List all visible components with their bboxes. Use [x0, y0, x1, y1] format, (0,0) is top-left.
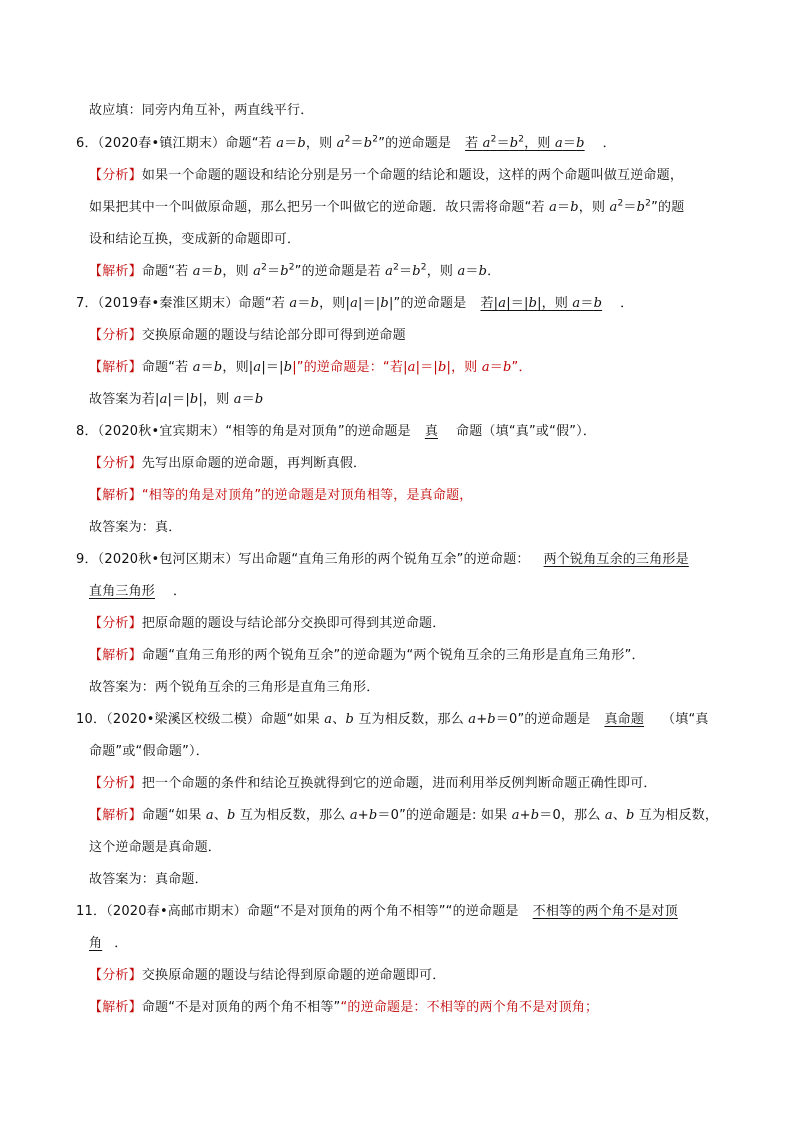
exponent: 2 — [288, 262, 295, 273]
question-source: （2020•梁溪区校级二模） — [106, 712, 261, 727]
text: |＝| — [261, 360, 284, 375]
text: ＝ — [267, 264, 281, 279]
var: a — [609, 200, 618, 215]
text: ＝0”的逆命题是: 如果 — [377, 808, 512, 823]
text: |，则 — [537, 296, 573, 311]
text: “的逆命题是：不相等的两个角不是对顶角； — [340, 1000, 599, 1015]
text: ＝ — [580, 296, 594, 311]
var: b — [213, 360, 223, 375]
exponent: 2 — [490, 134, 497, 145]
question-9-cont — [89, 582, 186, 602]
var: a — [407, 360, 416, 375]
text: ，则| — [319, 296, 351, 311]
q11-analysis — [89, 966, 445, 986]
question-number: 10． — [76, 712, 107, 727]
text: |，则 — [446, 360, 482, 375]
solution-tag: 【解析】 — [89, 360, 142, 375]
question-11 — [76, 902, 678, 922]
text: 命题”或“假命题”）． — [89, 744, 209, 759]
var: b — [283, 360, 293, 375]
text: 命题“不是对顶角的两个角不相等” — [141, 1000, 341, 1015]
var: a — [511, 808, 520, 823]
text: ＝ — [557, 200, 571, 215]
text: |＝| — [167, 392, 190, 407]
q9-solution — [89, 646, 645, 666]
text: 命题“若 — [141, 264, 193, 279]
var: a — [192, 360, 201, 375]
text: 写出命题“直角三角形的两个锐角互余”的逆命题： — [238, 552, 530, 567]
text: ． — [114, 936, 128, 951]
var: b — [528, 296, 538, 311]
text: 互为相反数，那么 — [353, 712, 469, 727]
q6-solution — [89, 262, 500, 282]
text: ． — [173, 584, 187, 599]
text: |，则 — [198, 392, 234, 407]
question-source: （2020秋•包河区期末） — [97, 552, 239, 567]
text: ，则 — [524, 136, 555, 151]
answer-blank: 两个锐角互余的三角形是 — [543, 552, 689, 567]
var: a — [192, 264, 201, 279]
var: b — [213, 264, 223, 279]
text: ＝ — [562, 136, 577, 151]
answer-blank: 直角三角形 — [89, 584, 156, 599]
var: a — [253, 360, 262, 375]
solution-tag: 【解析】 — [89, 648, 142, 663]
exponent: 2 — [420, 262, 427, 273]
text: ＝0”的逆命题是 — [495, 712, 591, 727]
answer-blank: 角 — [89, 936, 103, 951]
text: “相等的角是对顶角”的逆命题是对顶角相等，是真命题， — [141, 488, 473, 503]
var: a — [233, 392, 242, 407]
text: ＝ — [241, 392, 255, 407]
q8-final — [89, 518, 181, 538]
analysis-tag: 【分析】 — [89, 968, 142, 983]
q6-analysis-line-1 — [89, 166, 683, 186]
var: a — [604, 808, 613, 823]
exponent: 2 — [344, 134, 351, 145]
text: ”． — [511, 360, 532, 375]
solution-tag: 【解析】 — [89, 264, 142, 279]
var: b — [254, 392, 264, 407]
question-8 — [76, 422, 596, 442]
var: b — [570, 200, 579, 215]
text: 、 — [213, 808, 228, 823]
text: ＝ — [496, 136, 510, 151]
text: “相等的角是对顶角”的逆命题是 — [225, 424, 411, 439]
text: ＝ — [297, 296, 311, 311]
var: a — [385, 264, 394, 279]
q10-solution-cont — [89, 838, 221, 858]
var: b — [530, 808, 540, 823]
text: ＝ — [200, 264, 214, 279]
var: a — [549, 200, 558, 215]
text: ． — [602, 136, 616, 151]
var: b — [345, 712, 354, 727]
q9-analysis — [89, 614, 445, 634]
var: b — [280, 264, 289, 279]
question-number: 8． — [76, 424, 98, 439]
q9-final — [89, 678, 379, 698]
text: ，则 — [578, 200, 610, 215]
q10-solution — [89, 806, 718, 826]
question-source: （2019春•秦淮区期末） — [97, 296, 239, 311]
text: |＝| — [415, 360, 438, 375]
var: a — [276, 136, 285, 151]
question-number: 9． — [76, 552, 98, 567]
exponent: 2 — [261, 262, 267, 273]
var: b — [487, 712, 496, 727]
text: ＝ — [399, 264, 413, 279]
var: b — [297, 136, 306, 151]
text: |”的逆命题是 — [388, 296, 467, 311]
answer-blank: 真命题 — [604, 712, 645, 727]
question-number: 7． — [76, 296, 98, 311]
text: 故答案为：真命题． — [89, 872, 208, 887]
q7-solution — [89, 358, 532, 378]
text: ，则 — [305, 136, 337, 151]
analysis-tag: 【分析】 — [89, 616, 142, 631]
q8-solution — [89, 486, 472, 506]
question-6 — [76, 134, 616, 154]
text: （填“真 — [662, 712, 709, 727]
exponent: 2 — [518, 134, 525, 145]
var: b — [412, 264, 421, 279]
text: 命题“不是对顶角的两个角不相等”“的逆命题是 — [247, 904, 519, 919]
text: 如果一个命题的题设和结论分别是另一个命题的结论和题设，这样的两个命题叫做互逆命题， — [141, 168, 684, 183]
var: b — [576, 136, 585, 151]
text: ． — [487, 264, 501, 279]
q10-analysis — [89, 774, 657, 794]
text: + — [357, 808, 369, 823]
exponent: 2 — [617, 198, 624, 209]
text: ＝0，那么 — [539, 808, 605, 823]
var: b — [502, 360, 512, 375]
text: 这个逆命题是真命题． — [89, 840, 222, 855]
exponent: 2 — [372, 134, 379, 145]
var: a — [289, 296, 298, 311]
prev-final-answer — [89, 101, 313, 121]
solution-tag: 【解析】 — [89, 488, 142, 503]
text: 故答案为：真． — [89, 520, 182, 535]
text: 把原命题的题设与结论部分交换即可得到其逆命题． — [141, 616, 446, 631]
text: ，则| — [222, 360, 254, 375]
text: 若 — [465, 136, 483, 151]
var: b — [227, 808, 236, 823]
var: a — [572, 296, 581, 311]
var: a — [159, 392, 168, 407]
var: a — [205, 808, 214, 823]
var: a — [336, 136, 345, 151]
text: 命题“如果 — [260, 712, 325, 727]
text: ＝ — [489, 360, 503, 375]
var: b — [189, 392, 199, 407]
text: ”的题 — [651, 200, 685, 215]
analysis-tag: 【分析】 — [89, 328, 142, 343]
var: b — [310, 296, 320, 311]
var: b — [509, 136, 519, 151]
text: 故应填：同旁内角互补，两直线平行． — [89, 103, 314, 118]
text: ”的逆命题是若 — [294, 264, 386, 279]
text: 命题“若 — [238, 296, 290, 311]
text: ＝ — [200, 360, 214, 375]
text: ”的逆命题是 — [378, 136, 452, 151]
text: 把一个命题的条件和结论互换就得到它的逆命题，进而利用举反例判断命题正确性即可． — [141, 776, 657, 791]
question-number: 11． — [76, 904, 107, 919]
question-10 — [76, 710, 709, 730]
text: 命题“如果 — [141, 808, 206, 823]
text: 互为相反数，那么 — [235, 808, 350, 823]
text: ＝ — [284, 136, 298, 151]
q6-analysis-line-3 — [89, 230, 300, 250]
text: 设和结论互换，变成新的命题即可． — [89, 232, 301, 247]
var: b — [626, 808, 635, 823]
text: ，则 — [426, 264, 458, 279]
text: |＝| — [506, 296, 529, 311]
var: b — [636, 200, 646, 215]
var: a — [482, 136, 491, 151]
question-10-cont — [89, 742, 209, 762]
var: a — [349, 808, 358, 823]
var: b — [437, 360, 447, 375]
text: ，则 — [222, 264, 254, 279]
text: + — [519, 808, 531, 823]
text: |＝| — [358, 296, 381, 311]
solution-tag: 【解析】 — [89, 808, 142, 823]
text: 交换原命题的题设与结论部分即可得到逆命题 — [141, 328, 406, 343]
question-source: （2020春•镇江期末） — [97, 136, 226, 151]
var: a — [468, 712, 477, 727]
text: ＝ — [465, 264, 479, 279]
exponent: 2 — [645, 198, 652, 209]
question-source: （2020秋•宜宾期末） — [97, 424, 226, 439]
q10-final — [89, 870, 208, 890]
answer-blank: 不相等的两个角不是对顶 — [532, 904, 678, 919]
question-11-cont — [89, 934, 127, 954]
var: a — [498, 296, 507, 311]
q11-solution — [89, 998, 598, 1018]
answer-blank — [466, 296, 620, 311]
q8-analysis — [89, 454, 366, 474]
var: b — [368, 808, 378, 823]
text: + — [476, 712, 488, 727]
var: a — [324, 712, 333, 727]
var: a — [350, 296, 359, 311]
text: 先写出原命题的逆命题，再判断真假． — [141, 456, 367, 471]
analysis-tag: 【分析】 — [89, 776, 142, 791]
question-number: 6． — [76, 136, 98, 151]
var: a — [457, 264, 466, 279]
answer-blank: 真 — [424, 424, 439, 439]
text: ＝ — [623, 200, 637, 215]
analysis-tag: 【分析】 — [89, 168, 142, 183]
q7-final — [89, 390, 263, 410]
exponent: 2 — [393, 262, 400, 273]
question-9 — [76, 550, 689, 570]
question-source: （2020春•高邮市期末） — [106, 904, 248, 919]
text: 交换原命题的题设与结论得到原命题的逆命题即可． — [141, 968, 446, 983]
text: |”的逆命题是：“若| — [292, 360, 408, 375]
text: 命题（填“真”或“假”）． — [456, 424, 597, 439]
text: 命题“若 — [225, 136, 277, 151]
text: 故答案为：两个锐角互余的三角形是直角三角形． — [89, 680, 380, 695]
text: ． — [620, 296, 634, 311]
text: 、 — [332, 712, 346, 727]
solution-tag: 【解析】 — [89, 1000, 142, 1015]
text: 互为相反数， — [634, 808, 719, 823]
text: 命题“若 — [141, 360, 193, 375]
text: 若| — [480, 296, 499, 311]
text: 故答案为若| — [89, 392, 160, 407]
analysis-tag: 【分析】 — [89, 456, 142, 471]
q7-analysis — [89, 326, 406, 346]
answer-blank — [451, 136, 603, 151]
var: a — [481, 360, 490, 375]
q6-analysis-line-2 — [89, 198, 684, 218]
text: ＝ — [350, 136, 364, 151]
text: 命题“直角三角形的两个锐角互余”的逆命题为“两个锐角互余的三角形是直角三角形”． — [141, 648, 645, 663]
var: a — [253, 264, 262, 279]
question-7 — [76, 294, 633, 314]
text: 如果把其中一个叫做原命题，那么把另一个叫做它的逆命题．故只需将命题“若 — [89, 200, 550, 215]
var: a — [554, 136, 563, 151]
var: b — [380, 296, 389, 311]
var: b — [363, 136, 373, 151]
var: b — [593, 296, 603, 311]
text: 、 — [612, 808, 627, 823]
var: b — [478, 264, 488, 279]
